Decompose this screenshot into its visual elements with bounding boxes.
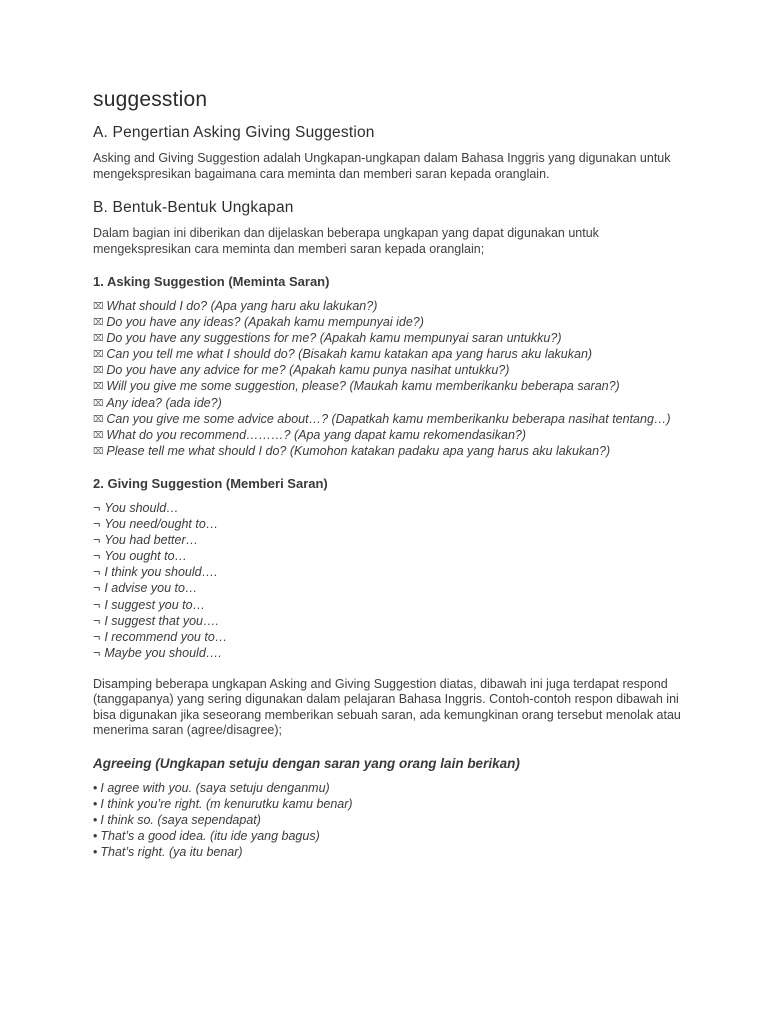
section-a-paragraph: Asking and Giving Suggestion adalah Ungkapan-ungkapan dalam Bahasa Inggris yang digunakan untuk mengekspresikan bagaimana cara meminta dan memberi saran kepada oranglain.: [93, 151, 671, 181]
list-item-text: Please tell me what should I do? (Kumohon katakan padaku apa yang harus aku lakukan?): [106, 443, 611, 458]
list-item-text: What should I do? (Apa yang haru aku lakukan?): [106, 299, 378, 313]
agreeing-list: [93, 780, 683, 860]
list-item: [93, 613, 683, 629]
list-item: [93, 298, 683, 314]
list-item-text: I think you’re right. (m kenurutku kamu benar): [100, 796, 353, 811]
asking-suggestion-heading: 1. Asking Suggestion (Meminta Saran): [93, 274, 330, 289]
list-item: [93, 548, 683, 564]
list-item: [93, 532, 683, 548]
bullet-icon: •: [93, 780, 98, 795]
list-item: [93, 844, 683, 860]
section-a-heading: A. Pengertian Asking Giving Suggestion: [93, 124, 375, 141]
list-item: [93, 362, 683, 378]
respond-paragraph: Disamping beberapa ungkapan Asking and Giving Suggestion diatas, dibawah ini juga terdapat respond (tanggapanya) yang sering digunakan dalam pelajaran Bahasa Inggris. Contoh-contoh respon dibawah ini bisa digunakan jika seseorang memberikan sebuah saran, ada kemungkinan orang tersebut menolak atau menerima saran (agree/disagree);: [93, 676, 681, 738]
keyboard-bullet-icon: ⌧: [93, 333, 104, 344]
list-item-text: I think you should….: [104, 565, 218, 580]
asking-suggestion-list: [93, 298, 683, 459]
list-item-text: Do you have any ideas? (Apakah kamu mempunyai ide?): [106, 315, 424, 330]
keyboard-bullet-icon: ⌧: [93, 413, 104, 424]
not-sign-bullet-icon: ¬: [93, 517, 101, 532]
not-sign-bullet-icon: ¬: [93, 500, 101, 515]
section-b-paragraph: Dalam bagian ini diberikan dan dijelaskan beberapa ungkapan yang dapat digunakan untuk mengekspresikan cara meminta dan memberi saran kepada oranglain;: [93, 226, 599, 256]
keyboard-bullet-icon: ⌧: [93, 397, 104, 408]
list-item: [93, 346, 683, 362]
list-item-text: Maybe you should….: [104, 645, 222, 660]
list-item-text: I think so. (saya sependapat): [100, 813, 261, 828]
document-title: suggesstion: [93, 88, 208, 111]
list-item-text: I suggest you to…: [104, 597, 206, 612]
giving-suggestion-list: [93, 500, 683, 661]
list-item: [93, 645, 683, 661]
list-item: [93, 500, 683, 516]
list-item: [93, 378, 683, 394]
list-item-text: Will you give me some suggestion, please? (Maukah kamu memberikanku beberapa saran?): [106, 379, 620, 394]
not-sign-bullet-icon: ¬: [93, 645, 101, 660]
keyboard-bullet-icon: ⌧: [93, 381, 104, 392]
bullet-icon: •: [93, 845, 98, 860]
list-item: [93, 597, 683, 613]
not-sign-bullet-icon: ¬: [93, 629, 101, 644]
list-item-text: What do you recommend………? (Apa yang dapat kamu rekomendasikan?): [106, 427, 527, 442]
list-item-text: You need/ought to…: [104, 517, 219, 532]
not-sign-bullet-icon: ¬: [93, 533, 101, 548]
agreeing-heading: Agreeing (Ungkapan setuju dengan saran yang orang lain berikan): [93, 755, 520, 771]
list-item: [93, 314, 683, 330]
list-item-text: Do you have any suggestions for me? (Apakah kamu mempunyai saran untukku?): [106, 331, 562, 346]
list-item: [93, 516, 683, 532]
list-item: [93, 564, 683, 580]
keyboard-bullet-icon: ⌧: [93, 445, 104, 456]
not-sign-bullet-icon: ¬: [93, 613, 101, 628]
section-b-heading: B. Bentuk-Bentuk Ungkapan: [93, 199, 294, 216]
list-item: [93, 427, 683, 443]
list-item: [93, 411, 683, 427]
list-item-text: You ought to…: [104, 549, 188, 564]
list-item: [93, 796, 683, 812]
list-item-text: Do you have any advice for me? (Apakah kamu punya nasihat untukku?): [106, 363, 510, 378]
list-item: [93, 580, 683, 596]
list-item-text: I agree with you. (saya setuju denganmu): [100, 780, 330, 795]
keyboard-bullet-icon: ⌧: [93, 317, 104, 328]
keyboard-bullet-icon: ⌧: [93, 349, 104, 360]
list-item: [93, 780, 683, 796]
list-item-text: I advise you to…: [104, 581, 198, 596]
list-item: [93, 629, 683, 645]
list-item: [93, 395, 683, 411]
bullet-icon: •: [93, 813, 98, 828]
list-item-text: I recommend you to…: [104, 629, 228, 644]
list-item-text: That’s right. (ya itu benar): [100, 845, 243, 860]
document-page: [93, 86, 683, 876]
not-sign-bullet-icon: ¬: [93, 565, 101, 580]
keyboard-bullet-icon: ⌧: [93, 365, 104, 376]
list-item-text: That’s a good idea. (itu ide yang bagus): [100, 829, 320, 844]
keyboard-bullet-icon: ⌧: [93, 429, 104, 440]
keyboard-bullet-icon: ⌧: [93, 301, 104, 311]
giving-suggestion-heading: 2. Giving Suggestion (Memberi Saran): [93, 475, 328, 491]
list-item-text: You had better…: [104, 533, 199, 548]
list-item-text: I suggest that you….: [104, 613, 219, 628]
bullet-icon: •: [93, 796, 98, 811]
list-item-text: Can you tell me what I should do? (Bisakah kamu katakan apa yang harus aku lakukan): [106, 347, 593, 362]
not-sign-bullet-icon: ¬: [93, 597, 101, 612]
bullet-icon: •: [93, 829, 98, 844]
list-item-text: Any idea? (ada ide?): [106, 395, 222, 410]
not-sign-bullet-icon: ¬: [93, 549, 101, 564]
list-item-text: You should…: [104, 500, 179, 515]
list-item: [93, 812, 683, 828]
list-item: [93, 443, 683, 459]
list-item: [93, 330, 683, 346]
list-item: [93, 828, 683, 844]
not-sign-bullet-icon: ¬: [93, 581, 101, 596]
list-item-text: Can you give me some advice about…? (Dapatkah kamu memberikanku beberapa nasihat tentang…): [106, 411, 671, 426]
